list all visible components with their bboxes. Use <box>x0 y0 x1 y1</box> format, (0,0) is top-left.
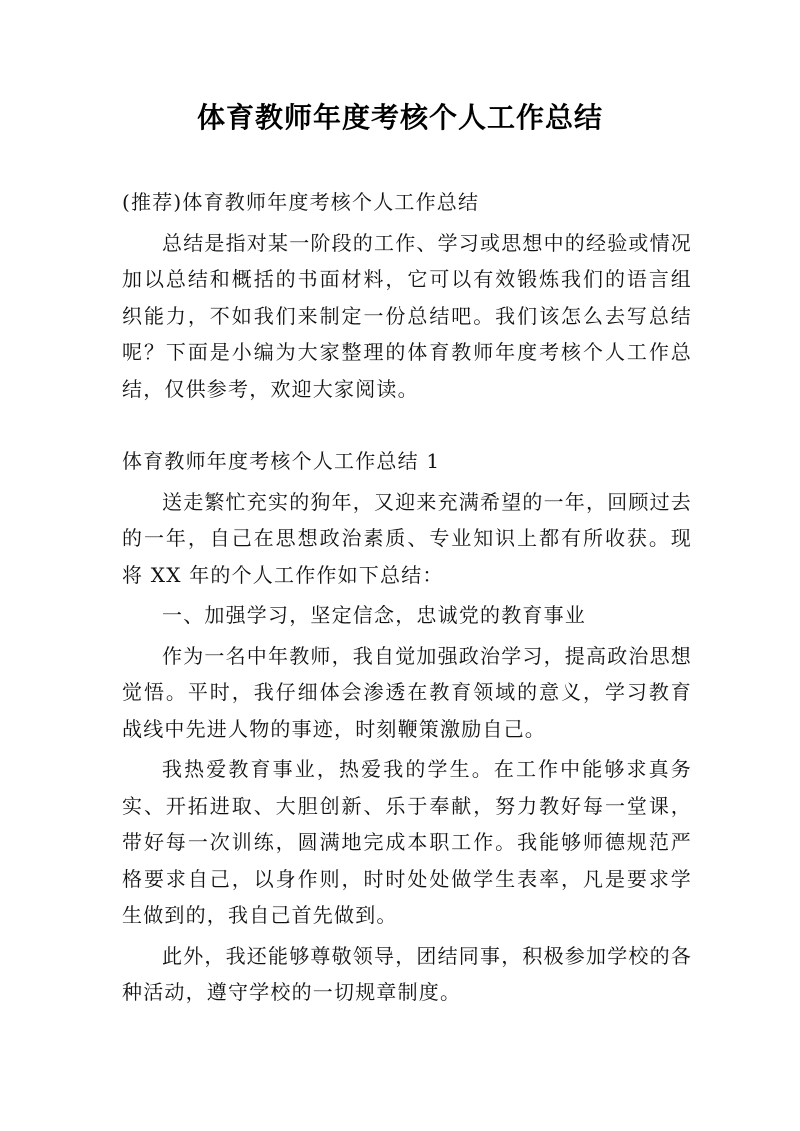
section-1-paragraph-3: 我热爱教育事业，热爱我的学生。在工作中能够求真务实、开拓进取、大胆创新、乐于奉献，努力教好每一堂课，带好每一次训练，圆满地完成本职工作。我能够师德规范严格要求自己，以身作则，时时处处做学生表率，凡是要求学生做到的，我自己首先做到。 <box>122 757 692 927</box>
section-1-paragraph-4: 此外，我还能够尊敬领导，团结同事，积极参加学校的各种活动，遵守学校的一切规章制度。 <box>122 943 692 1004</box>
section-1-subheading-1: 一、加强学习，坚定信念，忠诚党的教育事业 <box>162 603 586 627</box>
section-1-paragraph-1: 送走繁忙充实的狗年，又迎来充满希望的一年，回顾过去的一年，自己在思想政治素质、专业知识上都有所收获。现将 XX 年的个人工作作如下总结： <box>122 489 692 587</box>
section-1-paragraph-2: 作为一名中年教师，我自觉加强政治学习，提高政治思想觉悟。平时，我仔细体会渗透在教育领域的意义，学习教育战线中先进人物的事迹，时刻鞭策激励自己。 <box>122 643 692 741</box>
document-title: 体育教师年度考核个人工作总结 <box>196 101 603 134</box>
document-body <box>122 184 692 1011</box>
section-1-heading: 体育教师年度考核个人工作总结 1 <box>122 449 441 473</box>
section-spacer <box>122 407 692 443</box>
intro-paragraph: 总结是指对某一阶段的工作、学习或思想中的经验或情况加以总结和概括的书面材料，它可以有效锻炼我们的语言组织能力，不如我们来制定一份总结吧。我们该怎么去写总结呢？下面是小编为大家整理的体育教师年度考核个人工作总结，仅供参考，欢迎大家阅读。 <box>122 230 692 401</box>
intro-heading: (推荐)体育教师年度考核个人工作总结 <box>122 190 480 214</box>
